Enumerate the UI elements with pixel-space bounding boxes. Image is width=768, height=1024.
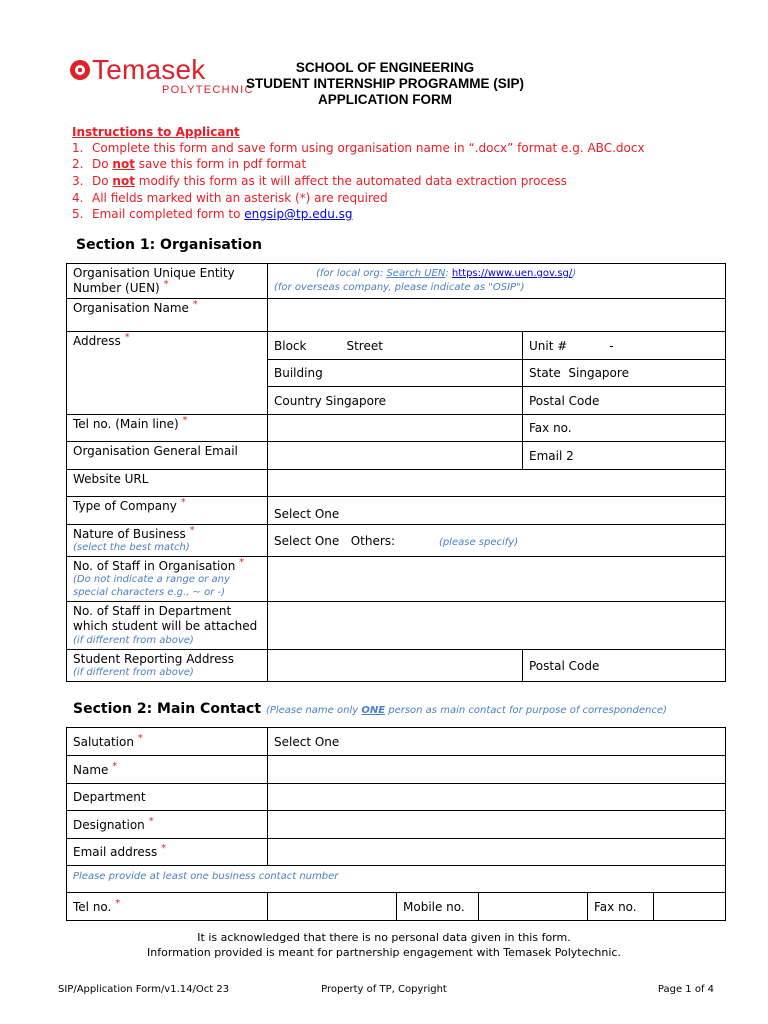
- staff-org-label: No. of Staff in Organisation * (Do not indicate a range or any special characters e.g., ~ or -): [67, 557, 268, 602]
- reporting-label: Student Reporting Address (if different from above): [67, 650, 268, 682]
- header-form-title: APPLICATION FORM: [318, 92, 452, 107]
- contact-fax-field[interactable]: [654, 893, 726, 921]
- nature-select[interactable]: Select One: [274, 533, 340, 548]
- others-specify-field[interactable]: (please specify): [438, 536, 519, 548]
- temasek-logo: [70, 54, 254, 98]
- website-label: Website URL: [67, 470, 268, 497]
- reporting-address-field[interactable]: [268, 650, 523, 682]
- ack-line-2: Information provided is meant for partnership engagement with Temasek Polytechnic.: [147, 946, 621, 959]
- organisation-table: [66, 263, 726, 682]
- email-row: [67, 442, 726, 470]
- company-type-select[interactable]: Select One: [268, 497, 726, 525]
- footer-form-version: SIP/Application Form/v1.14/Oct 23: [58, 984, 230, 995]
- nature-row: [67, 525, 726, 557]
- designation-row: [67, 811, 726, 839]
- uen-url-link[interactable]: https://www.uen.gov.sg/: [451, 268, 573, 279]
- staff-org-row: [67, 557, 726, 602]
- company-type-row: [67, 497, 726, 525]
- salutation-select[interactable]: Select One: [268, 728, 726, 756]
- footer-page-number: Page 1 of 4: [657, 984, 714, 995]
- department-label: Department: [67, 784, 268, 811]
- name-field[interactable]: [268, 756, 726, 784]
- designation-label: Designation *: [67, 811, 268, 839]
- company-type-label: Type of Company *: [67, 497, 268, 525]
- section1-title: Section 1: Organisation: [76, 237, 262, 253]
- org-name-field[interactable]: [268, 299, 726, 332]
- instructions-title: Instructions to Applicant: [72, 125, 240, 139]
- tp-emblem-icon: [70, 60, 90, 80]
- contact-tel-label: Tel no. *: [67, 893, 268, 921]
- mobile-label: Mobile no.: [397, 893, 479, 921]
- contact-email-row: [67, 839, 726, 866]
- logo-subtitle: POLYTECHNIC: [162, 84, 254, 96]
- instruction-5: 5. Email completed form to engsip@tp.edu.sg: [72, 207, 353, 221]
- staff-org-field[interactable]: [268, 557, 726, 602]
- nature-field: Select One Others: (please specify): [268, 525, 726, 557]
- header-school: SCHOOL OF ENGINEERING: [295, 60, 475, 75]
- contact-email-label: Email address *: [67, 839, 268, 866]
- uen-field[interactable]: (for local org: Search UEN: https://www.uen.gov.sg/) (for overseas company, please indicate as "OSIP"): [268, 264, 726, 299]
- logo-name: Temasek: [92, 54, 206, 85]
- email-link[interactable]: engsip@tp.edu.sg: [244, 207, 353, 221]
- reporting-row: [67, 650, 726, 682]
- department-row: [67, 784, 726, 811]
- section2-title: Section 2: Main Contact (Please name only ONE person as main contact for purpose of correspondence): [73, 701, 667, 717]
- staff-dept-row: [67, 602, 726, 650]
- salutation-label: Salutation *: [67, 728, 268, 756]
- uen-label: Organisation Unique Entity Number (UEN) *: [67, 264, 268, 299]
- instruction-2: 2. Do not save this form in pdf format: [72, 157, 307, 171]
- header-programme: STUDENT INTERNSHIP PROGRAMME (SIP): [245, 76, 524, 91]
- org-email-field[interactable]: [268, 442, 523, 470]
- mobile-field[interactable]: [479, 893, 588, 921]
- uen-row: [67, 264, 726, 299]
- instruction-4: 4. All fields marked with an asterisk (*) are required: [72, 191, 388, 205]
- contact-tel-field[interactable]: [268, 893, 397, 921]
- department-field[interactable]: [268, 784, 726, 811]
- contact-fax-label: Fax no.: [588, 893, 654, 921]
- org-email-label: Organisation General Email: [67, 442, 268, 470]
- staff-dept-label: No. of Staff in Department which student will be attached (if different from above): [67, 602, 268, 650]
- salutation-row: [67, 728, 726, 756]
- uen-overseas-hint: (for overseas company, please indicate as "OSIP"): [274, 282, 525, 293]
- address-label: Address *: [67, 332, 268, 415]
- staff-dept-field[interactable]: [268, 602, 726, 650]
- ack-line-1: It is acknowledged that there is no personal data given in this form.: [197, 931, 571, 944]
- contact-hint-row: [67, 866, 726, 893]
- org-name-row: [67, 299, 726, 332]
- unit-field[interactable]: Unit # -: [523, 332, 726, 360]
- country-field[interactable]: Country Singapore: [268, 387, 523, 415]
- footer-copyright: Property of TP, Copyright: [321, 984, 447, 995]
- name-label: Name *: [67, 756, 268, 784]
- name-row: [67, 756, 726, 784]
- section2-note: (Please name only ONE person as main contact for purpose of correspondence): [265, 705, 667, 716]
- instruction-3: 3. Do not modify this form as it will affect the automated data extraction process: [72, 174, 567, 188]
- contact-number-hint: Please provide at least one business contact number: [67, 866, 726, 893]
- state-field[interactable]: State Singapore: [523, 360, 726, 387]
- building-field[interactable]: Building: [268, 360, 523, 387]
- main-contact-table: [66, 727, 726, 921]
- tel-label: Tel no. (Main line) *: [67, 415, 268, 442]
- nature-label: Nature of Business * (select the best match): [67, 525, 268, 557]
- postal-code-field[interactable]: Postal Code: [523, 387, 726, 415]
- org-name-label: Organisation Name *: [67, 299, 268, 332]
- tel-row: [67, 415, 726, 442]
- reporting-postal-field[interactable]: Postal Code: [523, 650, 726, 682]
- fax-field[interactable]: Fax no.: [523, 415, 726, 442]
- instruction-1: 1. Complete this form and save form using organisation name in “.docx” format e.g. ABC.docx: [72, 141, 645, 155]
- designation-field[interactable]: [268, 811, 726, 839]
- phone-row: [67, 893, 726, 921]
- contact-email-field[interactable]: [268, 839, 726, 866]
- email2-field[interactable]: Email 2: [523, 442, 726, 470]
- website-row: [67, 470, 726, 497]
- tel-field[interactable]: [268, 415, 523, 442]
- search-uen-link[interactable]: Search UEN: [386, 268, 446, 279]
- website-field[interactable]: [268, 470, 726, 497]
- address-row-1: [67, 332, 726, 360]
- block-street-field[interactable]: Block Street: [268, 332, 523, 360]
